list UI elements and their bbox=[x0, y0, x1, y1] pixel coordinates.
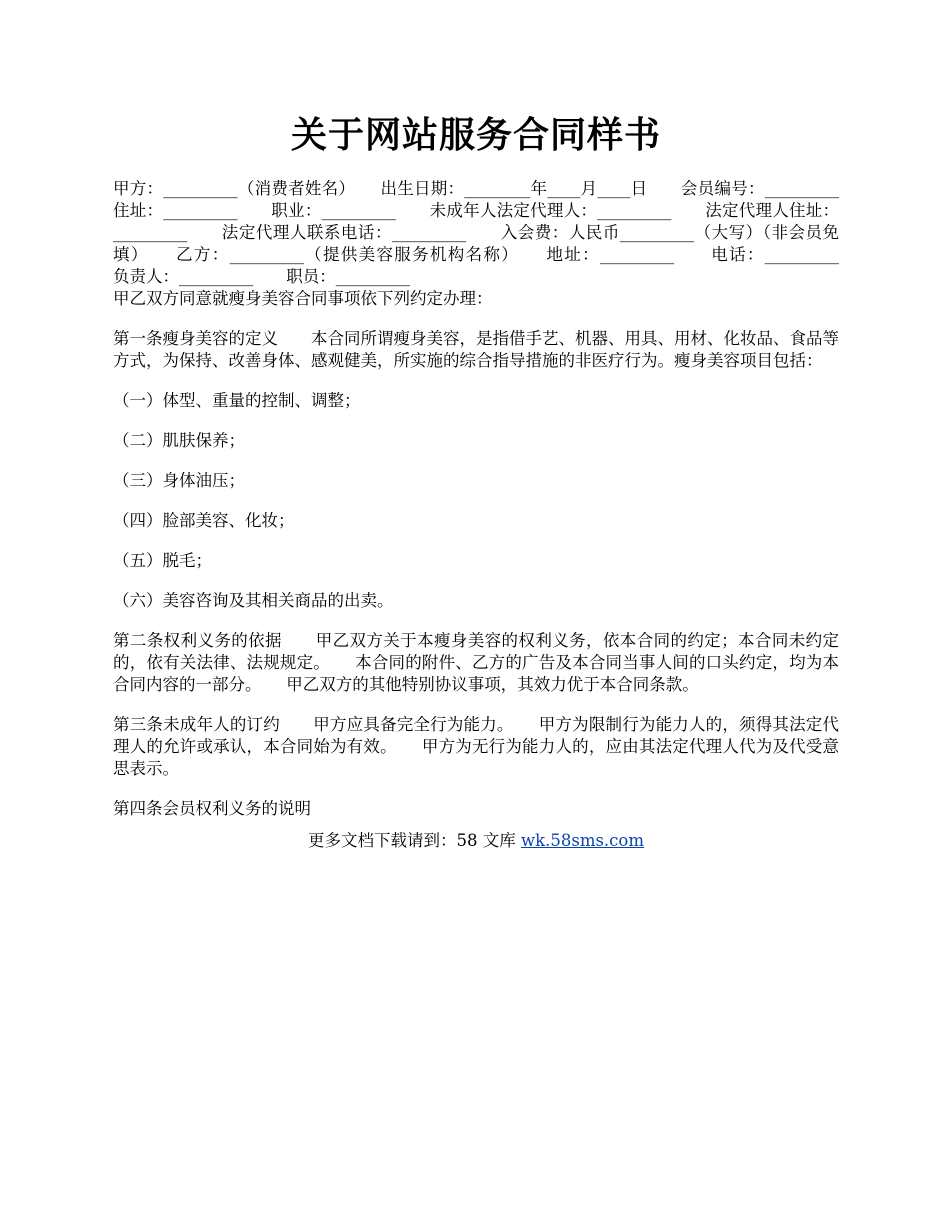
footer-text: 更多文档下载请到：58 文库 bbox=[307, 831, 521, 850]
footer bbox=[113, 830, 839, 852]
document-page bbox=[113, 110, 872, 852]
list-item: （一）体型、重量的控制、调整； bbox=[113, 391, 361, 410]
list-item: （六）美容咨询及其相关商品的出卖。 bbox=[113, 591, 394, 610]
article-4: 第四条会员权利义务的说明 bbox=[113, 799, 311, 818]
list-item: （四）脸部美容、化妆； bbox=[113, 511, 295, 530]
party-info-block: 甲方：_________（消费者姓名） 出生日期：________年____月____日 会员编号：_________ 住址：_________ 职业：_________ 未成年人法定代理人：_________ 法定代理人住址：_________ 法定代理人联系电话：_________ 入会费：人民币_________（大写）（非会员免填） 乙方：_________（提供美容服务机构名称） 地址：_________ 电话：_________ 负责人：_________ 职员：_________ bbox=[113, 179, 872, 286]
list-item: （三）身体油压； bbox=[113, 471, 245, 490]
intro-paragraph: 甲乙双方同意就瘦身美容合同事项依下列约定办理： bbox=[113, 289, 493, 308]
list-item: （五）脱毛； bbox=[113, 551, 212, 570]
list-item: （二）肌肤保养； bbox=[113, 431, 245, 450]
article-1: 第一条瘦身美容的定义 本合同所谓瘦身美容，是指借手艺、机器、用具、用材、化妆品、食品等方式，为保持、改善身体、感观健美，所实施的综合指导措施的非医疗行为。瘦身美容项目包括： bbox=[113, 329, 839, 370]
article-2: 第二条权利义务的依据 甲乙双方关于本瘦身美容的权利义务，依本合同的约定；本合同未约定的，依有关法律、法规规定。 本合同的附件、乙方的广告及本合同当事人间的口头约定，均为本合同内容的一部分。 甲乙双方的其他特别协议事项，其效力优于本合同条款。 bbox=[113, 631, 839, 694]
footer-link[interactable]: wk.58sms.com bbox=[520, 831, 644, 850]
document-title: 关于网站服务合同样书 bbox=[290, 114, 661, 156]
article-3: 第三条未成年人的订约 甲方应具备完全行为能力。 甲方为限制行为能力人的，须得其法定代理人的允许或承认，本合同始为有效。 甲方为无行为能力人的，应由其法定代理人代为及代受意思表示。 bbox=[113, 715, 839, 778]
